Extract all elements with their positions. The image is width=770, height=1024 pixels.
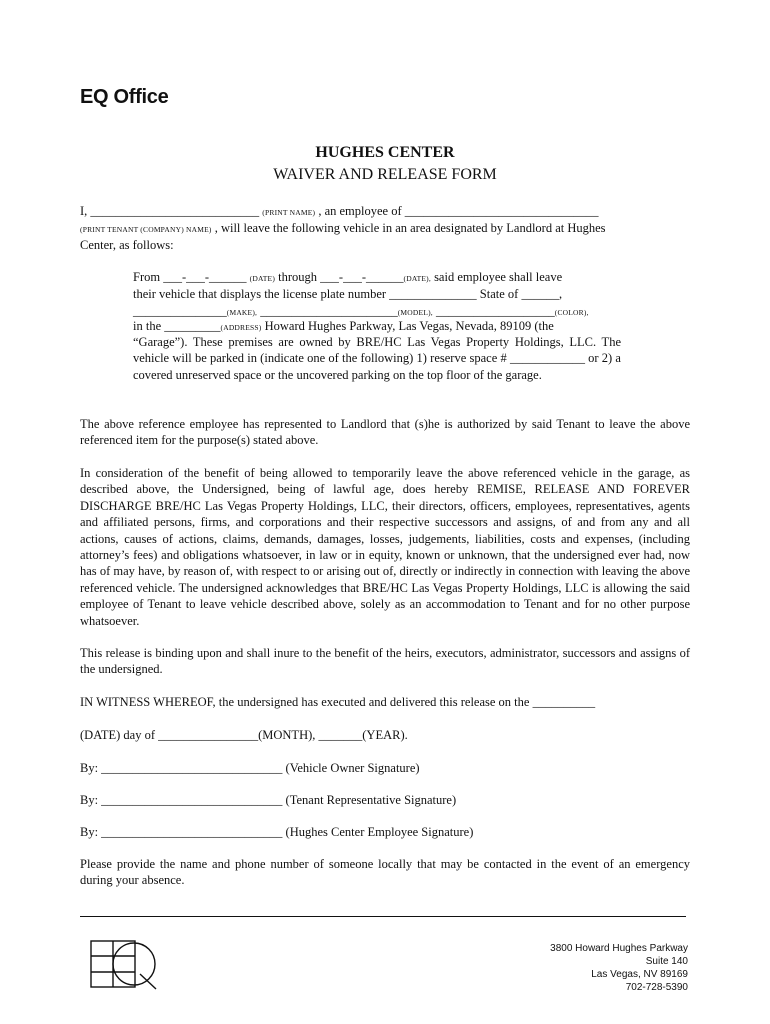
address-suite: Suite 140 [645,956,688,967]
employer-blank[interactable]: , an employee of _______________________________ [318,204,599,218]
release-paragraph: In consideration of the benefit of being allowed to temporarily leave the above referenced vehicle in the garage, as described above, the Undersigned, being of lawful age, does hereby REMISE, RELEASE AND FOREVER DISCHARGE BRE/HC Las Vegas Property Holdings, LLC, their directors, officers, employees, representatives, agents and affiliated persons, firms, and corporations and their respective successors and assigns, of and from any and all actions, causes of actions, claims, demands, damages, losses, judgements, liabilities, costs and expenses, (including attorney’s fees) and obligations whatsoever, in law or in equity, known or unknown, that the undersigned ever had, now has of may have, by reason of, with respect to or arising out of, directly or indirectly in connection with leaving the above referenced vehicle. The undersigned acknowledges that BRE/HC Las Vegas Property Holdings, LLC is allowing the said employee of Tenant to leave vehicle described above, solely as an accommodation to Tenant and for no other purpose whatsoever. [80,466,690,628]
tenant-rep-signature-line[interactable]: By: _____________________________ (Tenant Representative Signature) [80,793,457,807]
employee-signature-line[interactable]: By: _____________________________ (Hughes Center Employee Signature) [80,825,474,839]
address-label: (ADDRESS) [220,323,262,332]
witness-line[interactable]: IN WITNESS WHEREOF, the undersigned has executed and delivered this release on the __________ [80,695,596,709]
tenant-name-label: (PRINT TENANT (COMPANY) NAME) [80,225,212,234]
print-name-label: (PRINT NAME) [262,208,316,217]
address-phone: 702-728-5390 [625,982,688,993]
model-blank[interactable]: ______________________ [260,304,398,318]
intro-text-2: , will leave the following vehicle in an area designated by Landlord at Hughes [214,221,606,235]
vehicle-paragraph: “Garage”). These premises are owned by BRE/HC Las Vegas Property Holdings, LLC. The vehicle will be parked in (indicate one of the following) 1) reserve space # ____________ or 2) a covered unreserved space or the uncovered parking on the top floor of the garage. [133,335,621,382]
representation-paragraph: The above reference employee has represented to Landlord that (s)he is authorized by said Tenant to leave the above referenced item for the purpose(s) stated above. [80,417,690,448]
emergency-contact-paragraph: Please provide the name and phone number of someone locally that may be contacted in the event of an emergency during your absence. [80,857,690,888]
from-date-blank[interactable]: From ___-___-______ [133,270,247,284]
office-address [550,942,688,994]
color-blank[interactable]: ___________________ [436,304,555,318]
through-date-blank[interactable]: through ___-___-______ [278,270,404,284]
vehicle-line-2[interactable]: their vehicle that displays the license plate number ______________ State of ______, [133,287,563,301]
date-label: (DATE), [403,274,431,283]
form-subtitle: WAIVER AND RELEASE FORM [273,166,497,183]
date-label: (DATE) [249,274,276,283]
emergency-contact-blank[interactable] [80,916,686,917]
vehicle-text-1: said employee shall leave [434,270,563,284]
date-line[interactable]: (DATE) day of ________________(MONTH), _______(YEAR). [80,728,408,742]
intro-line-2 [80,220,606,238]
make-blank[interactable]: _______________ [133,304,227,318]
print-name-blank[interactable]: I, ___________________________ [80,204,260,218]
make-label: (MAKE), [226,308,258,317]
address-street: 3800 Howard Hughes Parkway [550,943,688,954]
binding-paragraph: This release is binding upon and shall inure to the benefit of the heirs, executors, administrator, successors and assigns of the undersigned. [80,646,690,677]
intro-line-1 [80,203,599,221]
address-city: Las Vegas, NV 89169 [591,969,688,980]
model-label: (MODEL), [397,308,433,317]
color-label: (COLOR), [554,308,589,317]
vehicle-line-1 [133,269,562,287]
intro-line-3: Center, as follows: [80,238,174,252]
form-title: HUGHES CENTER [315,144,455,161]
vehicle-text-4: Howard Hughes Parkway, Las Vegas, Nevada, 89109 (the [264,319,554,333]
eq-monogram-icon [90,940,158,990]
vehicle-owner-signature-line[interactable]: By: _____________________________ (Vehicle Owner Signature) [80,761,420,775]
eq-office-logo: EQ Office [80,86,169,108]
address-blank[interactable]: in the _________ [133,319,221,333]
